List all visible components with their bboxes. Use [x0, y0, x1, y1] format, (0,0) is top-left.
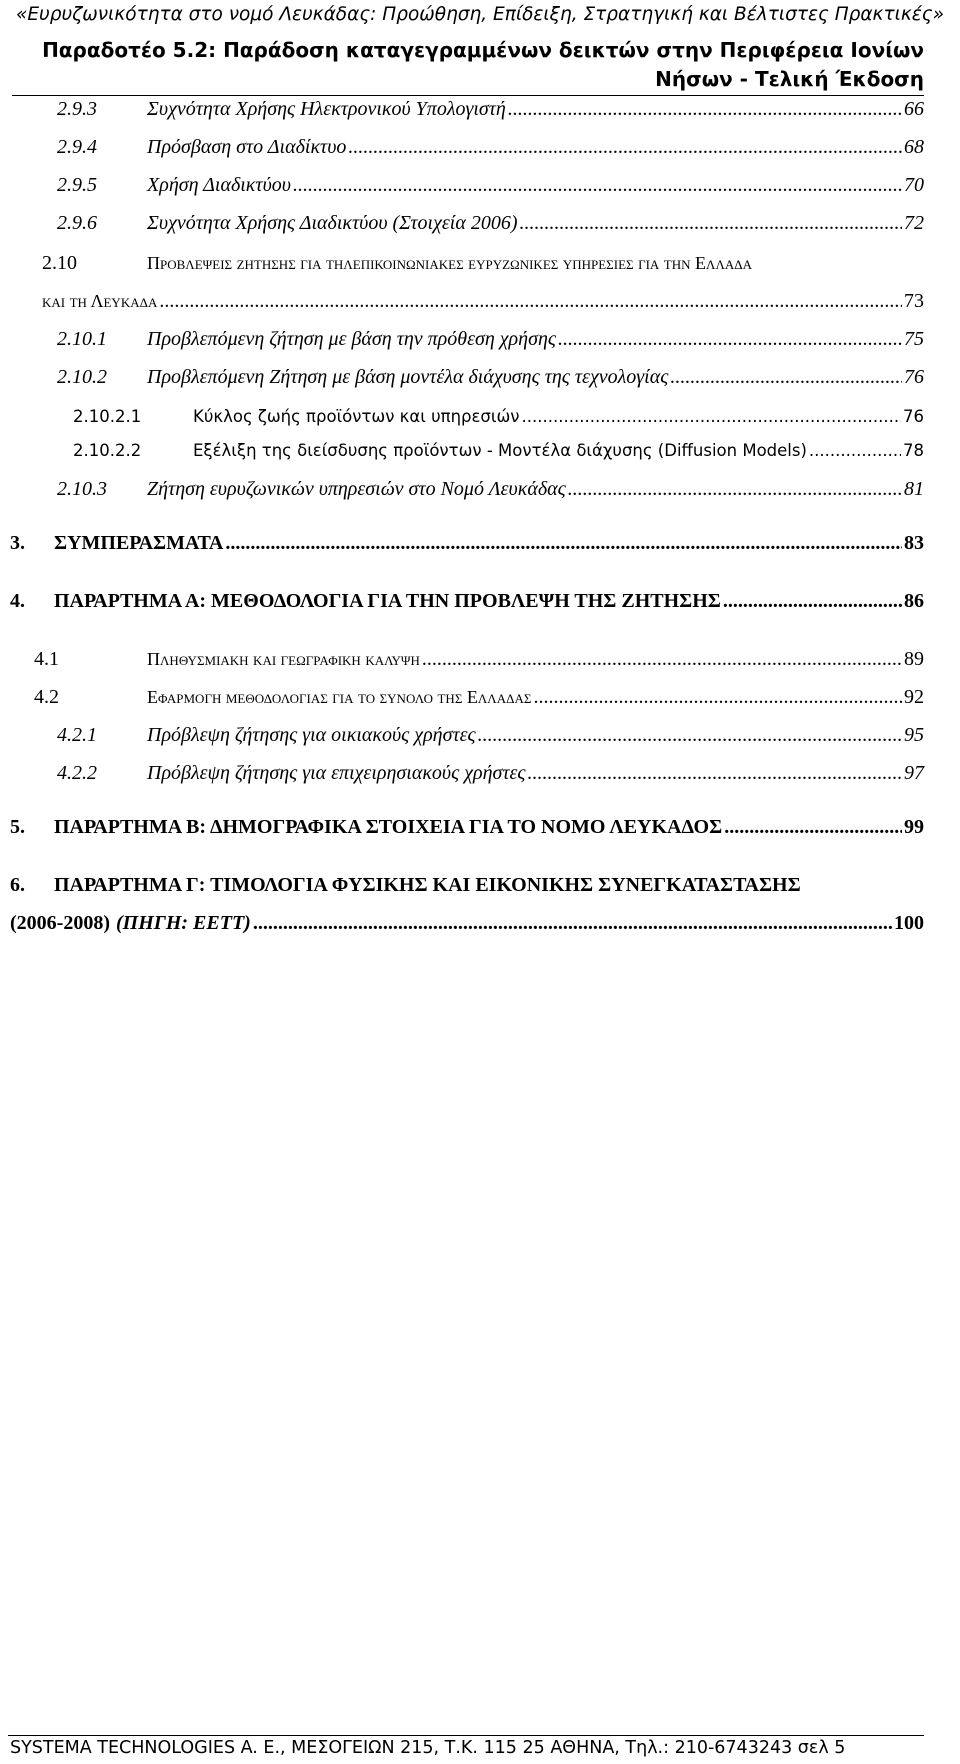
- toc-entry-page: 66: [904, 98, 924, 120]
- toc-entry-page: 68: [904, 136, 924, 158]
- toc-leader-dots: [723, 590, 902, 613]
- toc-entry-title: Κύκλος ζωής προϊόντων και υπηρεσιών: [193, 407, 520, 426]
- toc-entry[interactable]: [57, 174, 924, 197]
- toc-entry-title: ΠΑΡΑΡΤΗΜΑ Α: ΜΕΘΟΔΟΛΟΓΙΑ ΓΙΑ ΤΗΝ ΠΡΟΒΛΕΨΗ ΤΗΣ ΖΗΤΗΣΗΣ: [54, 590, 721, 612]
- toc-entry-title: Πληθυσμιακη και γεωγραφικη καλυψη: [147, 649, 420, 669]
- toc-leader-dots: [348, 136, 902, 159]
- toc-entry-number: 6.: [10, 874, 25, 896]
- toc-entry-title: Ζήτηση ευρυζωνικών υπηρεσιών στο Νομό Λευκάδας: [147, 478, 566, 500]
- toc-entry-title: ΣΥΜΠΕΡΑΣΜΑΤΑ: [54, 532, 224, 554]
- toc-entry-number: 2.10: [42, 252, 77, 274]
- toc-entry-page: 70: [904, 174, 924, 196]
- toc-entry-page: 83: [904, 532, 924, 554]
- toc-entry-number: 2.9.3: [57, 98, 97, 120]
- toc-entry-number: 2.10.2: [57, 366, 107, 388]
- toc-leader-dots: [533, 686, 902, 709]
- toc-entry[interactable]: [57, 366, 924, 389]
- toc-entry-number: 2.10.1: [57, 328, 107, 350]
- toc-entry-page: 76: [904, 366, 924, 388]
- toc-entry[interactable]: [57, 212, 924, 235]
- toc-entry-page: 73: [904, 290, 924, 312]
- toc-entry-title: Πρόσβαση στο Διαδίκτυο: [147, 136, 347, 158]
- toc-leader-dots: [568, 478, 902, 501]
- toc-entry-number: 4.2.2: [57, 762, 97, 784]
- toc-entry-number: 5.: [10, 816, 25, 838]
- toc-entry-page: 99: [904, 816, 924, 838]
- toc-entry-page: 92: [904, 686, 924, 708]
- toc-entry-title: Προβλεπόμενη ζήτηση με βάση την πρόθεση χρήσης: [147, 328, 556, 350]
- toc-entry-title-continued: (2006-2008): [10, 912, 110, 934]
- toc-leader-dots: [809, 441, 901, 460]
- toc-entry-title: ΠΑΡΑΡΤΗΜΑ Γ: ΤΙΜΟΛΟΓΙΑ ΦΥΣΙΚΗΣ ΚΑΙ ΕΙΚΟΝΙΚΗΣ ΣΥΝΕΓΚΑΤΑΣΤΑΣΗΣ: [54, 874, 801, 896]
- toc-entry[interactable]: [57, 724, 924, 747]
- toc-entry-page: 75: [904, 328, 924, 350]
- toc-entry-continuation[interactable]: [42, 290, 924, 313]
- toc-entry[interactable]: [57, 98, 924, 121]
- toc-leader-dots: [522, 407, 901, 426]
- toc-entry-number: 4.2.1: [57, 724, 97, 746]
- toc-entry[interactable]: [10, 590, 924, 613]
- deliverable-title: [42, 36, 924, 94]
- footer-divider: [8, 1735, 924, 1736]
- toc-entry-page: 86: [904, 590, 924, 612]
- toc-entry-number: 4.1: [34, 648, 59, 670]
- toc-entry-title-continued: και τη Λευκαδα: [42, 291, 158, 311]
- toc-entry-title: Συχνότητα Χρήσης Διαδικτύου (Στοιχεία 2006): [147, 212, 518, 234]
- toc-entry[interactable]: [57, 762, 924, 785]
- toc-leader-dots: [253, 912, 892, 935]
- toc-leader-dots: [724, 816, 902, 839]
- toc-entry-number: 4.2: [34, 686, 59, 708]
- toc-entry-page: 95: [904, 724, 924, 746]
- toc-entry-title: Προβλεπόμενη Ζήτηση με βάση μοντέλα διάχυσης της τεχνολογίας: [147, 366, 669, 388]
- toc-entry-number: 2.10.2.2: [73, 441, 142, 460]
- toc-entry-source: (ΠΗΓΗ: ΕΕΤΤ): [115, 912, 251, 934]
- toc-leader-dots: [670, 366, 902, 389]
- toc-entry-title: Εξέλιξη της διείσδυσης προϊόντων - Μοντέλα διάχυσης (Diffusion Models): [193, 441, 807, 460]
- toc-entry[interactable]: [10, 532, 924, 555]
- toc-entry-title: Χρήση Διαδικτύου: [147, 174, 291, 196]
- toc-entry[interactable]: [57, 328, 924, 351]
- toc-entry[interactable]: [57, 478, 924, 501]
- toc-entry-title: Προβλεψεισ ζητησησ για τηλεπικοινωνιακεσ ευρυζωνικεσ υπηρεσιεσ για την Ελλαδα: [147, 253, 753, 273]
- toc-entry[interactable]: [10, 874, 924, 897]
- toc-entry-number: 4.: [10, 590, 25, 612]
- project-title: «Ευρυζωνικότητα στο νομό Λευκάδας: Προώθηση, Επίδειξη, Στρατηγική και Βέλτιστες Πρακτικές»: [15, 4, 945, 25]
- toc-leader-dots: [293, 174, 902, 197]
- toc-entry-number: 2.10.2.1: [73, 407, 142, 426]
- toc-entry[interactable]: [34, 686, 924, 709]
- deliverable-title-line-1: Παραδοτέο 5.2: Παράδοση καταγεγραμμένων δεικτών στην Περιφέρεια Ιονίων: [42, 38, 924, 62]
- toc-entry[interactable]: [73, 441, 924, 460]
- toc-entry[interactable]: [10, 816, 924, 839]
- toc-entry[interactable]: [57, 136, 924, 159]
- toc-entry-title: Πρόβλεψη ζήτησης για οικιακούς χρήστες: [147, 724, 476, 746]
- toc-entry-page: 89: [904, 648, 924, 670]
- toc-entry-page: 72: [904, 212, 924, 234]
- toc-entry-page: 81: [904, 478, 924, 500]
- toc-entry-page: 100: [894, 912, 924, 934]
- toc-entry-number: 2.10.3: [57, 478, 107, 500]
- toc-entry-number: 2.9.6: [57, 212, 97, 234]
- page-footer: SYSTEMA TECHNOLOGIES A. E., ΜΕΣΟΓΕΙΩΝ 215, Τ.Κ. 115 25 ΑΘΗΝΑ, Τηλ.: 210-6743243 σελ 5: [10, 1738, 846, 1758]
- toc-leader-dots: [422, 648, 902, 671]
- toc-leader-dots: [520, 212, 903, 235]
- toc-entry[interactable]: [73, 407, 924, 426]
- toc-entry-page: 97: [904, 762, 924, 784]
- toc-entry[interactable]: [42, 252, 924, 275]
- toc-entry-number: 3.: [10, 532, 25, 554]
- toc-leader-dots: [528, 762, 902, 785]
- toc-leader-dots: [558, 328, 902, 351]
- toc-entry-number: 2.9.4: [57, 136, 97, 158]
- toc-entry-title: Πρόβλεψη ζήτησης για επιχειρησιακούς χρήστες: [147, 762, 526, 784]
- toc-leader-dots: [225, 532, 902, 555]
- toc-entry-continuation[interactable]: [10, 912, 924, 935]
- toc-entry[interactable]: [34, 648, 924, 671]
- toc-leader-dots: [159, 290, 902, 313]
- deliverable-title-line-2: Νήσων - Τελική Έκδοση: [655, 67, 924, 91]
- toc-leader-dots: [478, 724, 902, 747]
- toc-entry-page: 76: [903, 407, 924, 426]
- toc-entry-title: Συχνότητα Χρήσης Ηλεκτρονικού Υπολογιστή: [147, 98, 506, 120]
- toc-entry-number: 2.9.5: [57, 174, 97, 196]
- toc-entry-title: ΠΑΡΑΡΤΗΜΑ Β: ΔΗΜΟΓΡΑΦΙΚΑ ΣΤΟΙΧΕΙΑ ΓΙΑ ΤΟ ΝΟΜΟ ΛΕΥΚΑΔΟΣ: [54, 816, 723, 838]
- toc-entry-page: 78: [903, 441, 924, 460]
- toc-leader-dots: [508, 98, 902, 121]
- toc-entry-title: Εφαρμογη μεθοδολογιασ για το συνολο τησ Ελλαδασ: [147, 687, 532, 707]
- header-divider: [12, 95, 924, 96]
